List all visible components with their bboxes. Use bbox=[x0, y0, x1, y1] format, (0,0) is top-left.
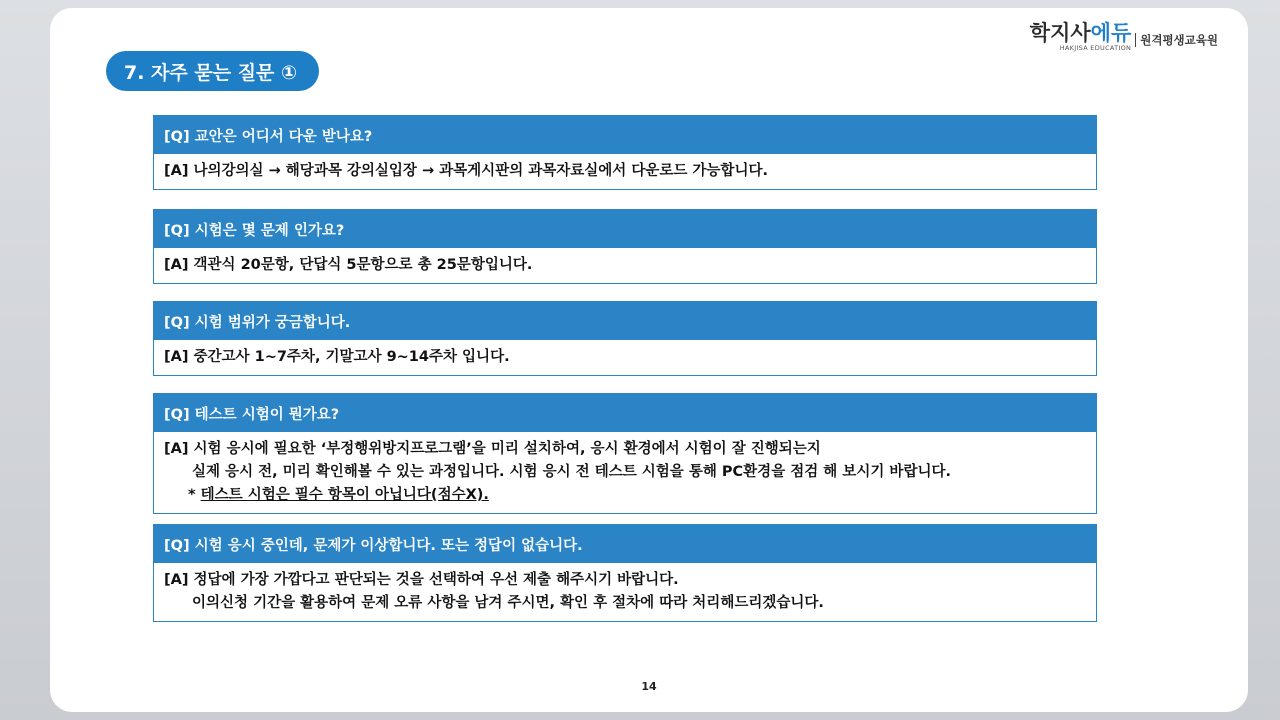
faq-answer bbox=[154, 432, 1096, 513]
page-number: 14 bbox=[641, 680, 657, 693]
faq-item-1 bbox=[153, 115, 1097, 190]
logo-brand-sub: HAKJISA EDUCATION bbox=[1059, 44, 1132, 52]
faq-question: [Q] 시험 범위가 궁금합니다. bbox=[154, 302, 1096, 340]
faq-item-4 bbox=[153, 393, 1097, 514]
faq-answer-line: [A] 시험 응시에 필요한 ‘부정행위방지프로그램’을 미리 설치하여, 응시 환경에서 시험이 잘 진행되는지 bbox=[164, 441, 821, 457]
faq-answer-line: 이의신청 기간을 활용하여 문제 오류 사항을 남겨 주시면, 확인 후 절차에 따라 처리해드리겠습니다. bbox=[192, 595, 824, 611]
faq-question: [Q] 시험은 몇 문제 인가요? bbox=[154, 210, 1096, 248]
faq-answer bbox=[154, 154, 1096, 189]
faq-question: [Q] 테스트 시험이 뭔가요? bbox=[154, 394, 1096, 432]
faq-answer-line: [A] 정답에 가장 가깝다고 판단되는 것을 선택하여 우선 제출 해주시기 바랍니다. bbox=[164, 572, 679, 588]
faq-question: [Q] 교안은 어디서 다운 받나요? bbox=[154, 116, 1096, 154]
faq-answer bbox=[154, 563, 1096, 621]
faq-item-2 bbox=[153, 209, 1097, 284]
brand-logo bbox=[1030, 22, 1218, 52]
faq-note bbox=[164, 484, 1086, 507]
faq-question: [Q] 시험 응시 중인데, 문제가 이상합니다. 또는 정답이 없습니다. bbox=[154, 525, 1096, 563]
logo-brand-text bbox=[1030, 22, 1131, 44]
faq-answer-line: [A] 객관식 20문항, 단답식 5문항으로 총 25문항입니다. bbox=[164, 257, 533, 273]
section-title-text: 7. 자주 묻는 질문 ① bbox=[124, 61, 298, 84]
logo-brand-part1: 학지사 bbox=[1029, 21, 1091, 45]
faq-answer-line: [A] 중간고사 1~7주차, 기말고사 9~14주차 입니다. bbox=[164, 349, 510, 365]
faq-answer bbox=[154, 248, 1096, 283]
slide-page bbox=[50, 8, 1248, 712]
logo-main bbox=[1030, 22, 1131, 52]
section-title bbox=[106, 51, 319, 91]
faq-item-3 bbox=[153, 301, 1097, 376]
faq-item-5 bbox=[153, 524, 1097, 622]
logo-org-name: 원격평생교육원 bbox=[1140, 33, 1218, 47]
faq-note-prefix: * bbox=[188, 487, 201, 503]
faq-answer-line: [A] 나의강의실 → 해당과목 강의실입장 → 과목게시판의 과목자료실에서 다운로드 가능합니다. bbox=[164, 163, 768, 179]
faq-note-text: 테스트 시험은 필수 항목이 아닙니다(점수X). bbox=[200, 487, 489, 503]
logo-brand-part2: 에듀 bbox=[1090, 21, 1132, 45]
faq-answer bbox=[154, 340, 1096, 375]
faq-answer-line: 실제 응시 전, 미리 확인해볼 수 있는 과정입니다. 시험 응시 전 테스트 시험을 통해 PC환경을 점검 해 보시기 바랍니다. bbox=[192, 464, 951, 480]
logo-divider bbox=[1135, 33, 1136, 47]
